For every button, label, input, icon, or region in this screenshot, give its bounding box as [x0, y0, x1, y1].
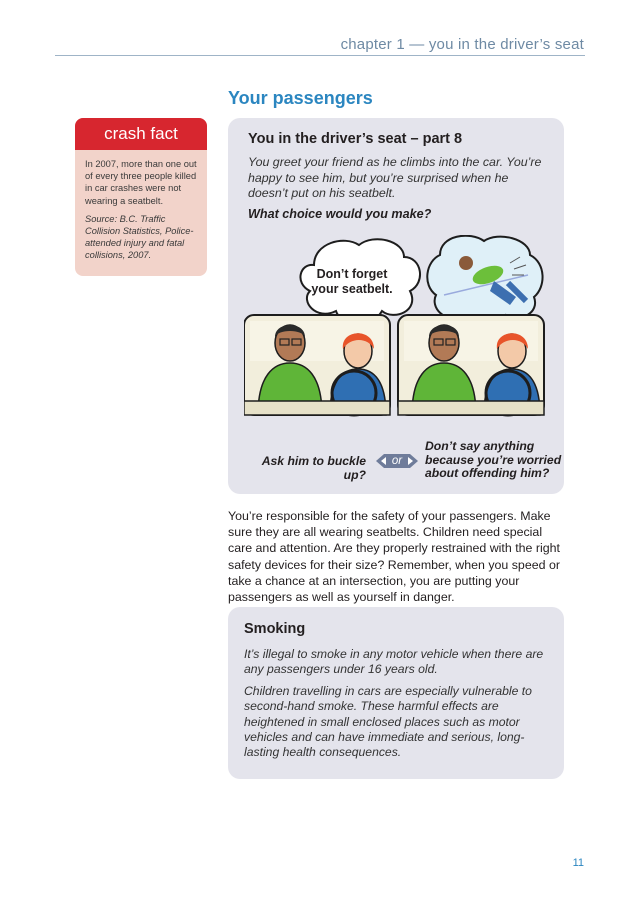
- speech-line-2: your seatbelt.: [311, 282, 393, 296]
- speech-line-1: Don’t forget: [316, 267, 388, 281]
- scenario-question: What choice would you make?: [248, 207, 432, 221]
- header-rule: [55, 55, 585, 56]
- or-label: or: [391, 455, 403, 467]
- car-frame-left: [244, 315, 390, 415]
- chapter-title: chapter 1 — you in the driver’s seat: [340, 36, 584, 53]
- crash-fact-box: [75, 118, 207, 276]
- section-title: Your passengers: [228, 88, 373, 108]
- smoking-title: Smoking: [244, 621, 306, 637]
- scenario-panel: [228, 118, 564, 494]
- page-number: 11: [572, 857, 584, 869]
- passengers-paragraph: You’re responsible for the safety of your passengers. Make sure they are all wearing seatbelts. Children need special care and attention. Are they properly restrained with the right safety devices for their size? Remember, when you speed or take a chance at an intersection, you are putting your passengers as well as yourself in danger.: [228, 509, 560, 605]
- crash-fact-heading: crash fact: [75, 118, 207, 150]
- choice-say-nothing: Don’t say anything because you’re worried about offending him?: [425, 439, 562, 480]
- or-badge: [374, 452, 420, 470]
- choice-buckle-up: Ask him to buckle up?: [261, 454, 366, 482]
- car-scene-illustration: [244, 235, 550, 431]
- car-frame-right: [398, 315, 544, 415]
- smoking-health-text: Children travelling in cars are especially vulnerable to second-hand smoke. These harmful effects are heightened in small enclosed places such as motor vehicles and can have immediate and serious, long-lasting health consequences.: [244, 684, 532, 760]
- crash-fact-text: In 2007, more than one out of every three people killed in car crashes were not wearing a seatbelt.: [85, 159, 197, 206]
- scenario-title: You in the driver’s seat – part 8: [248, 131, 463, 147]
- scenario-text: You greet your friend as he climbs into the car. You’re happy to see him, but you’re surprised when he doesn’t put on his seatbelt.: [248, 155, 542, 200]
- smoking-panel: [228, 607, 564, 779]
- crash-fact-source: Source: B.C. Traffic Collision Statistics, Police-attended injury and fatal collisions, 2007.: [85, 213, 194, 261]
- smoking-law-text: It’s illegal to smoke in any motor vehicle when there are any passengers under 16 years old.: [244, 647, 544, 677]
